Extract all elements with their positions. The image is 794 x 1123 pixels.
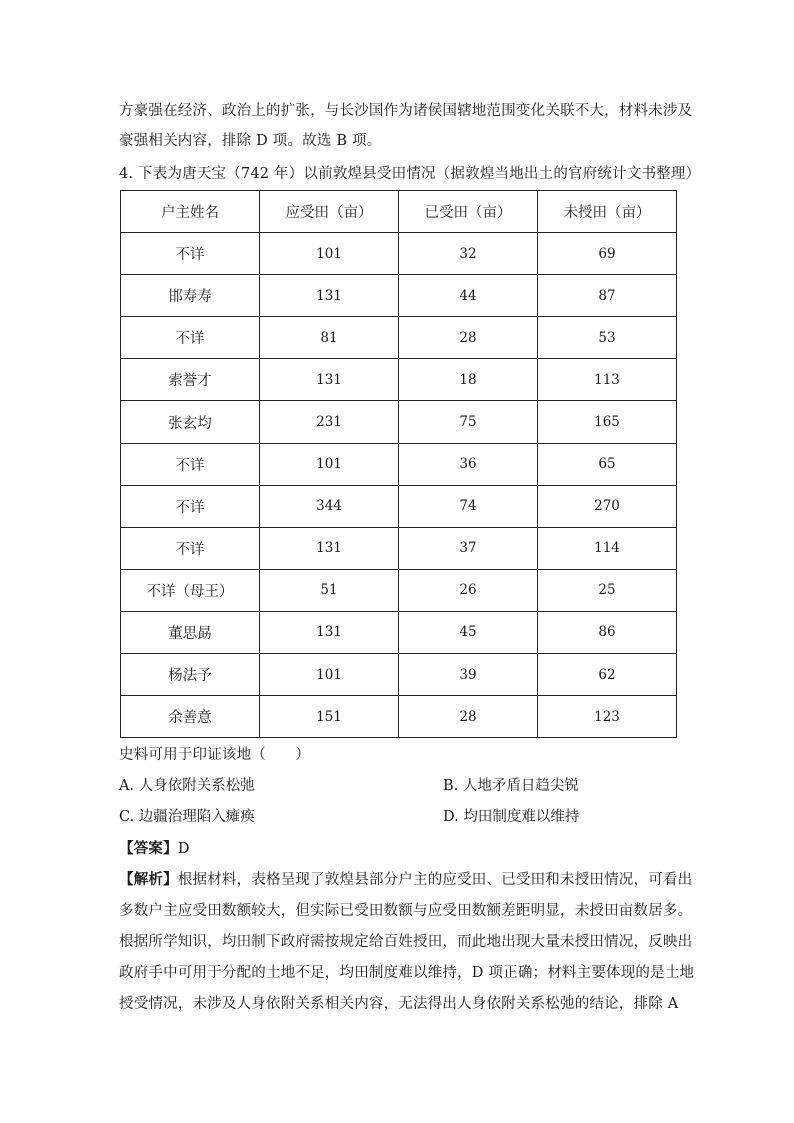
cell-granted: 75 <box>399 401 538 443</box>
answer-line <box>119 839 190 859</box>
cell-ungranted: 165 <box>538 401 677 443</box>
cell-granted: 26 <box>399 569 538 611</box>
cell-name: 不详 <box>121 233 260 275</box>
option-d: D. 均田制度难以维持 <box>443 809 580 825</box>
cell-name: 不详 <box>121 485 260 527</box>
option-b: B. 人地矛盾日趋尖锐 <box>443 778 579 794</box>
header-ungranted-land: 未授田（亩） <box>538 191 677 233</box>
cell-ungranted: 25 <box>538 569 677 611</box>
option-c: C. 边疆治理陷入瘫痪 <box>119 809 255 825</box>
table-row <box>121 443 677 485</box>
cell-granted: 44 <box>399 275 538 317</box>
cell-entitled: 101 <box>260 233 399 275</box>
header-household-name: 户主姓名 <box>121 191 260 233</box>
cell-ungranted: 123 <box>538 696 677 738</box>
cell-ungranted: 62 <box>538 654 677 696</box>
cell-ungranted: 65 <box>538 443 677 485</box>
cell-name: 余善意 <box>121 696 260 738</box>
analysis-line-4: 政府手中可用于分配的土地不足，均田制度难以维持，D 项正确；材料主要体现的是土地 <box>119 965 695 981</box>
table-row <box>121 401 677 443</box>
table-row <box>121 696 677 738</box>
cell-granted: 45 <box>399 611 538 653</box>
intro-line-2: 豪强相关内容，排除 D 项。故选 B 项。 <box>119 133 382 149</box>
cell-name: 张玄均 <box>121 401 260 443</box>
cell-granted: 39 <box>399 654 538 696</box>
cell-entitled: 81 <box>260 317 399 359</box>
analysis-line-5: 授受情况，未涉及人身依附关系相关内容，无法得出人身依附关系松弛的结论，排除 A <box>119 996 679 1012</box>
cell-granted: 28 <box>399 696 538 738</box>
question-stem: 4. 下表为唐天宝（742 年）以前敦煌县受田情况（据敦煌当地出土的官府统计文书整理） <box>119 166 701 182</box>
analysis-text: 根据材料，表格呈现了敦煌县部分户主的应受田、已受田和未授田情况，可看出 <box>177 872 693 888</box>
cell-entitled: 101 <box>260 654 399 696</box>
cell-entitled: 151 <box>260 696 399 738</box>
cell-name: 董思勗 <box>121 611 260 653</box>
table-row <box>121 485 677 527</box>
table-row <box>121 275 677 317</box>
cell-entitled: 131 <box>260 611 399 653</box>
cell-ungranted: 114 <box>538 527 677 569</box>
analysis-line-3: 根据所学知识，均田制下政府需按规定给百姓授田，而此地出现大量未授田情况，反映出 <box>119 934 693 950</box>
cell-ungranted: 53 <box>538 317 677 359</box>
cell-ungranted: 87 <box>538 275 677 317</box>
cell-ungranted: 69 <box>538 233 677 275</box>
analysis-line-1 <box>119 870 692 890</box>
cell-name: 索誉才 <box>121 359 260 401</box>
header-entitled-land: 应受田（亩） <box>260 191 399 233</box>
table-row <box>121 317 677 359</box>
table-row <box>121 527 677 569</box>
cell-entitled: 51 <box>260 569 399 611</box>
cell-ungranted: 113 <box>538 359 677 401</box>
cell-granted: 74 <box>399 485 538 527</box>
option-a: A. 人身依附关系松弛 <box>119 778 255 794</box>
table-row <box>121 654 677 696</box>
cell-ungranted: 86 <box>538 611 677 653</box>
table-row <box>121 569 677 611</box>
cell-granted: 37 <box>399 527 538 569</box>
table-header-row <box>121 191 677 233</box>
intro-line-1: 方豪强在经济、政治上的扩张，与长沙国作为诸侯国辖地范围变化关联不大，材料未涉及 <box>119 103 693 119</box>
cell-granted: 36 <box>399 443 538 485</box>
cell-granted: 28 <box>399 317 538 359</box>
cell-name: 不详（母王） <box>121 569 260 611</box>
analysis-line-2: 多数户主应受田数额较大，但实际已受田数额与应受田数额差距明显，未授田亩数居多。 <box>119 903 693 919</box>
cell-name: 不详 <box>121 527 260 569</box>
cell-granted: 18 <box>399 359 538 401</box>
table-row <box>121 611 677 653</box>
cell-name: 不详 <box>121 443 260 485</box>
header-granted-land: 已受田（亩） <box>399 191 538 233</box>
cell-ungranted: 270 <box>538 485 677 527</box>
cell-entitled: 131 <box>260 275 399 317</box>
cell-name: 不详 <box>121 317 260 359</box>
analysis-label: 【解析】 <box>119 871 178 888</box>
cell-granted: 32 <box>399 233 538 275</box>
cell-entitled: 101 <box>260 443 399 485</box>
land-allocation-table <box>120 190 677 738</box>
table-row <box>121 233 677 275</box>
answer-value: D <box>177 841 190 857</box>
cell-entitled: 344 <box>260 485 399 527</box>
cell-entitled: 231 <box>260 401 399 443</box>
question-prompt: 史料可用于印证该地（ ） <box>119 747 311 763</box>
cell-entitled: 131 <box>260 359 399 401</box>
answer-label: 【答案】 <box>119 840 178 857</box>
cell-name: 杨法予 <box>121 654 260 696</box>
table-row <box>121 359 677 401</box>
cell-entitled: 131 <box>260 527 399 569</box>
cell-name: 邯寿寿 <box>121 275 260 317</box>
